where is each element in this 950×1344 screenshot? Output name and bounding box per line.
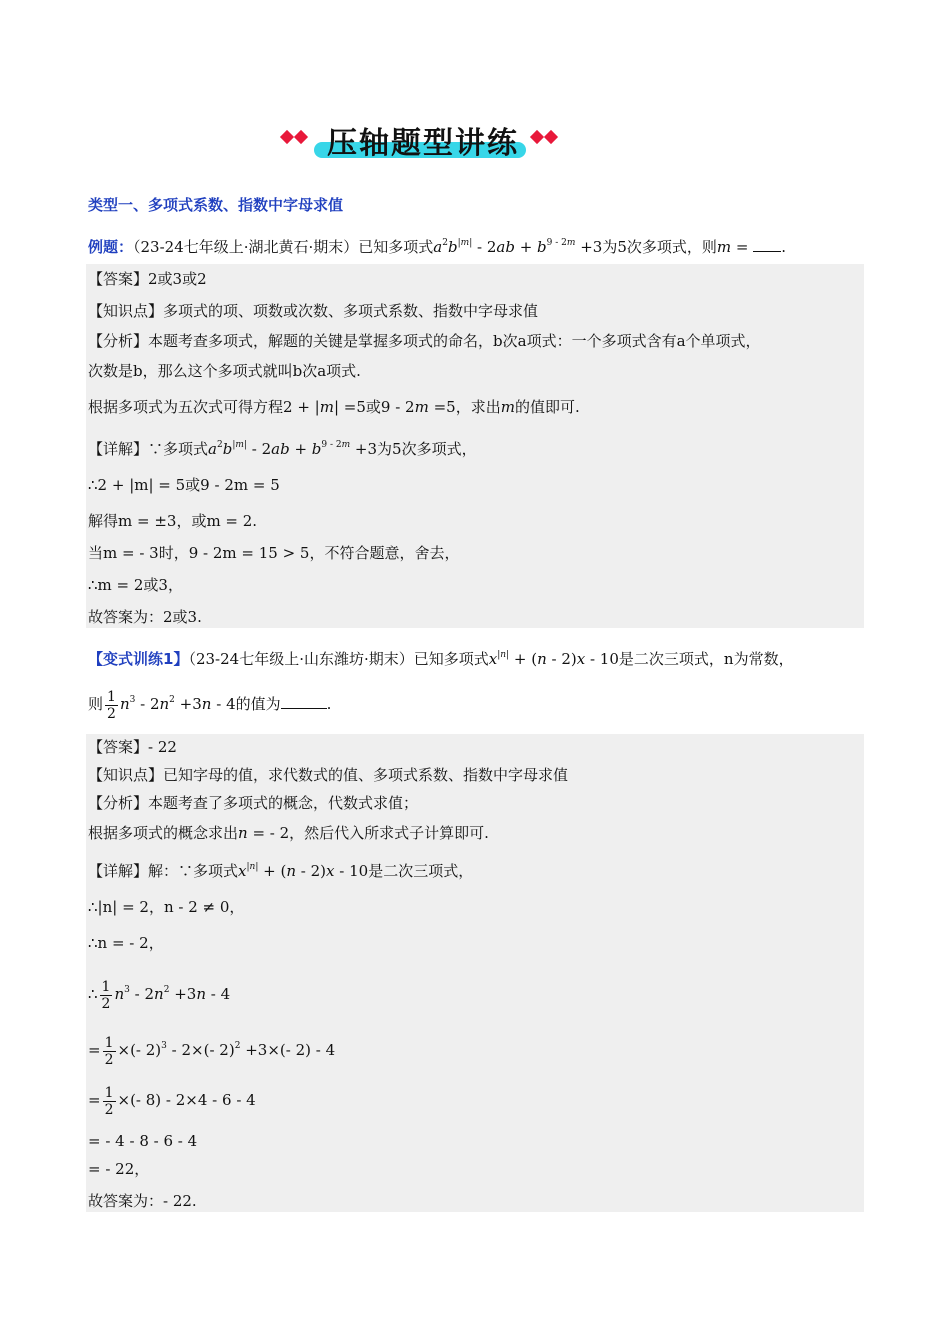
analysis-text: 根据多项式为五次式可得方程 (88, 398, 284, 416)
example-answer: 2或3或2 (148, 270, 207, 288)
detail-label: 【详解】 (88, 440, 149, 458)
analysis-text: ，求出 (455, 398, 501, 416)
exercise-knowledge: 已知字母的值，求代数式的值、多项式系数、指数中字母求值 (163, 766, 569, 784)
example-detail-5: ∴m = 2或3， (88, 576, 183, 594)
exercise-label: 【变式训练1】 (88, 650, 189, 668)
answer-blank (281, 708, 327, 709)
exercise-step-3: = $\frac{1}{2}$ ×(- 8) - 2×4 - 6 - 4 (88, 1084, 256, 1118)
example-detail-4: 当m = - 3时，9 - 2m = 15 > 5，不符合题意，舍去， (88, 544, 460, 562)
detail-text: 解：∵多项式 (148, 862, 239, 880)
exercise-question: 【变式训练1】（23-24七年级上·山东潍坊·期末）已知多项式$x^{|n|} + (n - 2)x - 10$是二次三项式，n为常数， (88, 650, 794, 668)
exercise-analysis-1: 本题考查了多项式的概念，代数式求值； (148, 794, 419, 812)
analysis-text: 或 (365, 398, 381, 416)
knowledge-label: 【知识点】 (88, 766, 164, 784)
exercise-step-5: = - 22， (88, 1160, 150, 1178)
example-analysis-line (88, 330, 761, 352)
exercise-tail: 是二次三项式，n为常数， (618, 650, 794, 668)
detail-label: 【详解】 (88, 862, 149, 880)
analysis-text: ，然后代入所求式子计算即可. (289, 824, 489, 842)
example-detail-1: 【详解】∵多项式$a^2b^{|m|} - 2ab + b^{9 - 2m} +3$为5次多项式， (88, 440, 477, 458)
analysis-label: 【分析】 (88, 794, 149, 812)
exercise-knowledge-line (88, 764, 568, 786)
fraction-half: $\frac{1}{2}$ (107, 688, 116, 722)
title-banner (278, 112, 568, 164)
exercise-step-2: = $\frac{1}{2}$ ×(- 2)$^3$ - 2×(- 2)$^2$ +3×(- 2) - 4 (88, 1034, 336, 1068)
example-analysis-3: 根据多项式为五次式可得方程2 + |m| =5或9 - 2m =5，求出m的值即可. (88, 398, 580, 416)
example-tail: 为5次多项式，则 (602, 238, 717, 256)
analysis-text: 根据多项式的概念求出 (88, 824, 239, 842)
exercise-detail-1: 【详解】解：∵多项式$x^{|n|} + (n - 2)x - 10$是二次三项式， (88, 862, 474, 880)
exercise-detail-3: ∴n = - 2， (88, 934, 164, 952)
answer-blank (753, 251, 781, 252)
example-analysis-2: 次数是b，那么这个多项式就叫b次a项式. (88, 362, 361, 380)
exercise-detail-2: ∴|n| = 2，n - 2 ≠ 0， (88, 898, 245, 916)
detail-text: 为5次多项式， (377, 440, 477, 458)
exercise-source: （23-24七年级上·山东潍坊·期末）已知多项式 (188, 650, 489, 668)
exercise-step-1: ∴ $\frac{1}{2}$ $n^3 - 2n^2 +3n - 4$ (88, 978, 231, 1012)
example-answer-line (88, 268, 207, 290)
section-heading: 类型一、多项式系数、指数中字母求值 (88, 196, 344, 214)
exercise-text: 的值为 (235, 695, 281, 713)
page-title: 压轴题型讲练 (327, 126, 519, 161)
exercise-answer: - 22 (148, 738, 177, 756)
example-polynomial: $a^2b^{|m|} - 2ab + b^{9 - 2m} +3$ (433, 238, 603, 256)
example-source: （23-24七年级上·湖北黄石·期末）已知多项式 (133, 238, 434, 256)
example-label: 例题： (88, 238, 134, 256)
example-detail-3: 解得m = ±3，或m = 2. (88, 512, 258, 530)
answer-label: 【答案】 (88, 270, 149, 288)
exercise-final: 故答案为：- 22. (88, 1192, 197, 1210)
example-analysis-1: 本题考查多项式，解题的关键是掌握多项式的命名，b次a项式：一个多项式含有a个单项式， (148, 332, 761, 350)
exercise-answer-line (88, 736, 177, 758)
exercise-text: 则 (88, 695, 104, 713)
exercise-analysis-2: 根据多项式的概念求出n = - 2，然后代入所求式子计算即可. (88, 824, 489, 842)
example-knowledge-line (88, 300, 538, 322)
example-solution (86, 264, 864, 628)
example-detail-6: 故答案为：2或3. (88, 608, 202, 626)
answer-label: 【答案】 (88, 738, 149, 756)
detail-text: 是二次三项式， (368, 862, 474, 880)
knowledge-label: 【知识点】 (88, 302, 164, 320)
exercise-question-2: 则 $\frac{1}{2}$ $n^3 - 2n^2 +3n - 4$的值为 . (88, 688, 332, 722)
exercise-solution (86, 734, 864, 1212)
analysis-label: 【分析】 (88, 332, 149, 350)
example-detail-2: ∴2 + |m| = 5或9 - 2m = 5 (88, 476, 280, 494)
exercise-step-4: = - 4 - 8 - 6 - 4 (88, 1132, 198, 1150)
analysis-text: 的值即可. (514, 398, 580, 416)
example-knowledge: 多项式的项、项数或次数、多项式系数、指数中字母求值 (163, 302, 539, 320)
detail-text: ∵多项式 (148, 440, 209, 458)
exercise-analysis-line (88, 792, 418, 814)
example-question: 例题：（23-24七年级上·湖北黄石·期末）已知多项式$a^2b^{|m|} - 2ab + b^{9 - 2m} +3$为5次多项式，则m = . (88, 238, 786, 256)
